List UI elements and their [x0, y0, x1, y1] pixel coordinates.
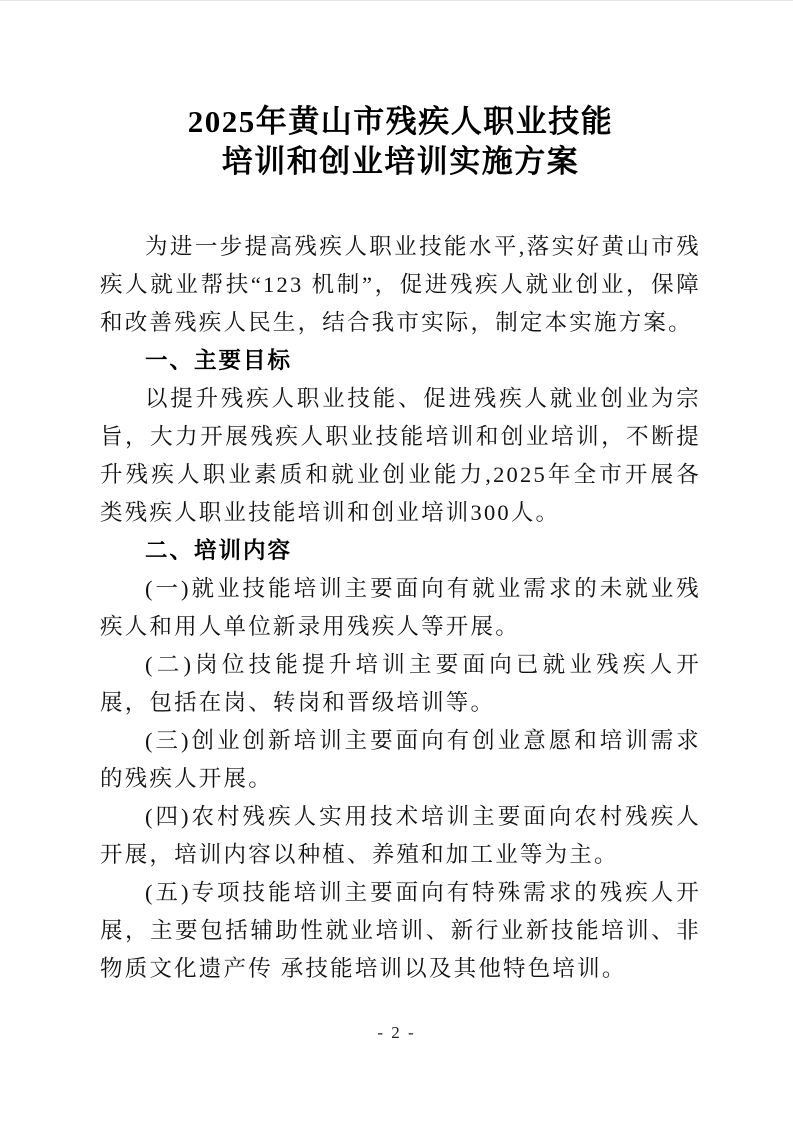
section-heading-main-goals: 一、主要目标 [145, 348, 293, 373]
section-heading-training-content: 二、培训内容 [145, 538, 293, 563]
training-item-3-paragraph: (三)创业创新培训主要面向有创业意愿和培训需求的残疾人开展。 [100, 728, 701, 791]
document-title [100, 102, 701, 182]
document-title-line-2: 培训和创业培训实施方案 [221, 144, 580, 179]
goals-paragraph: 以提升残疾人职业技能、促进残疾人就业创业为宗旨，大力开展残疾人职业技能培训和创业培训，不断提升残疾人职业素质和就业创业能力,2025年全市开展各类残疾人职业技能培训和创业培训300人。 [100, 386, 701, 525]
training-item-1-paragraph: (一)就业技能培训主要面向有就业需求的未就业残疾人和用人单位新录用残疾人等开展。 [100, 576, 701, 639]
training-item-2-paragraph: (二)岗位技能提升培训主要面向已就业残疾人开展，包括在岗、转岗和晋级培训等。 [100, 652, 701, 715]
training-item-4-paragraph: (四)农村残疾人实用技术培训主要面向农村残疾人开展，培训内容以种植、养殖和加工业等为主。 [100, 804, 701, 867]
document-title-line-1: 2025年黄山市残疾人职业技能 [187, 104, 614, 139]
document-body [100, 228, 701, 988]
training-item-5-paragraph: (五)专项技能培训主要面向有特殊需求的残疾人开展，主要包括辅助性就业培训、新行业新技能培训、非物质文化遗产传 承技能培训以及其他特色培训。 [100, 880, 701, 981]
page-number: - 2 - [377, 1023, 416, 1042]
intro-paragraph: 为进一步提高残疾人职业技能水平,落实好黄山市残疾人就业帮扶“123 机制”，促进残疾人就业创业，保障和改善残疾人民生，结合我市实际，制定本实施方案。 [100, 234, 701, 335]
